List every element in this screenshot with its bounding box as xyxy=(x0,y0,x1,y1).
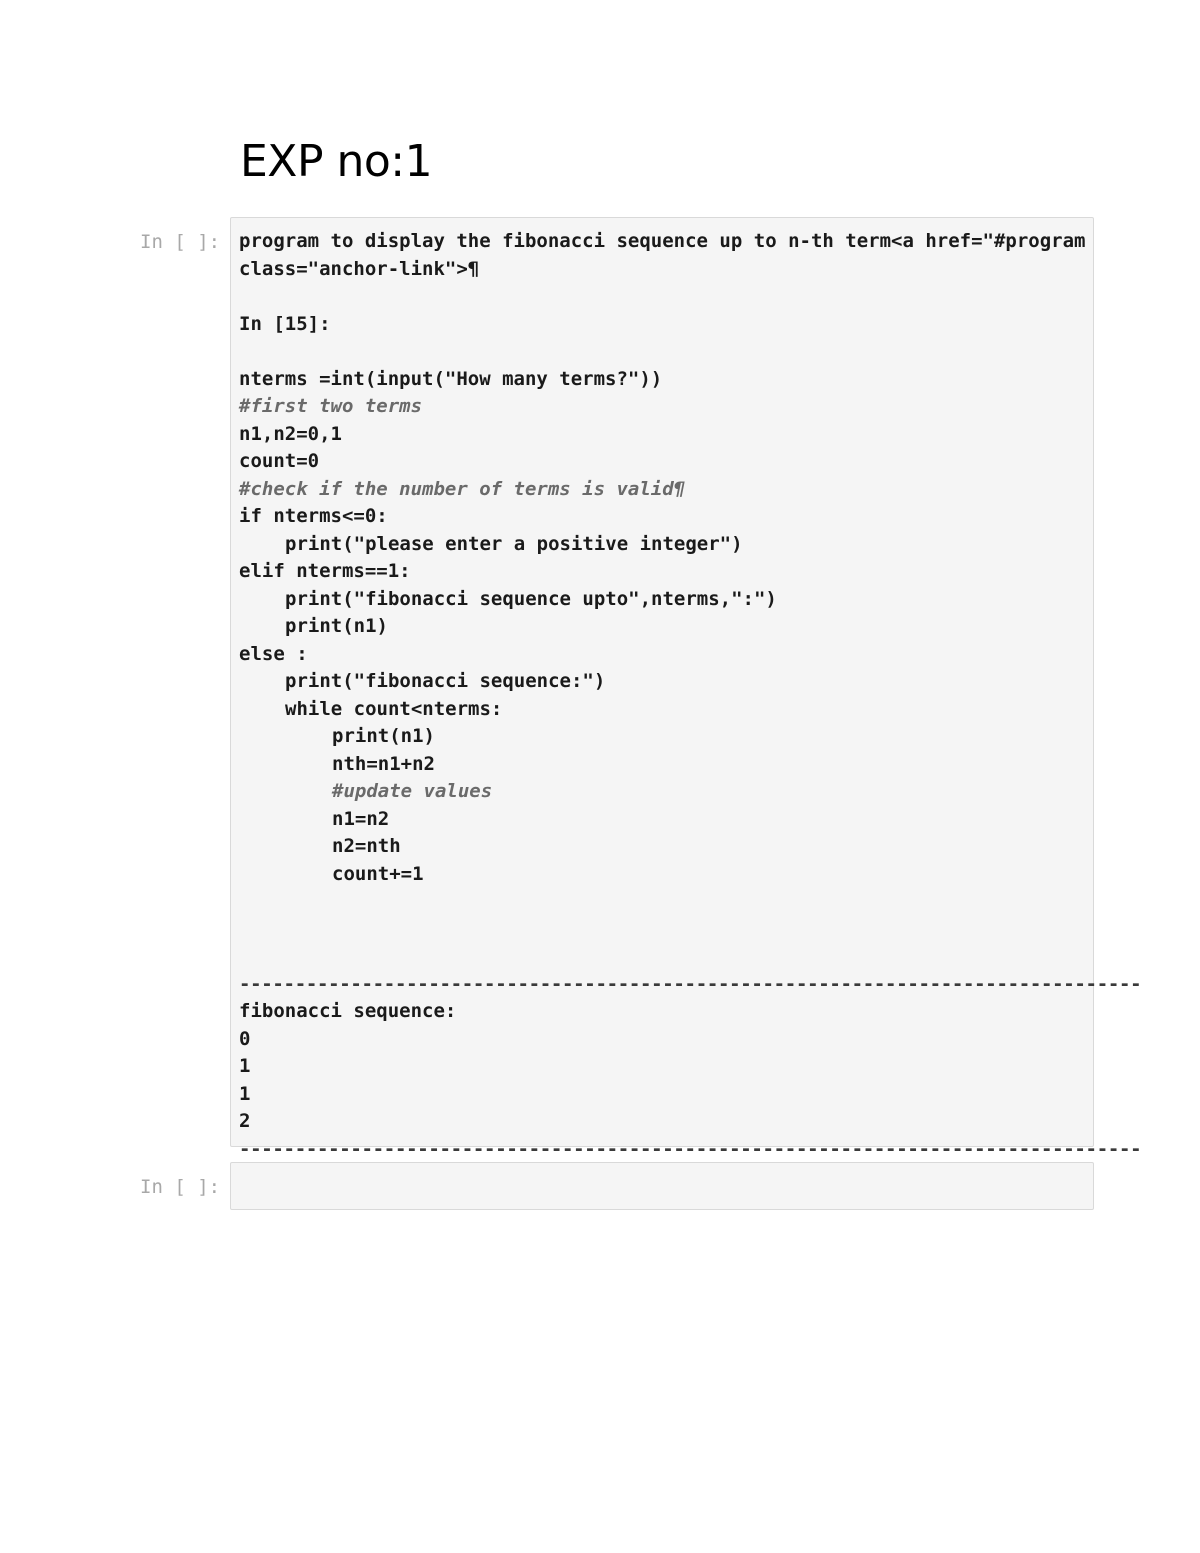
code-line: fibonacci sequence: xyxy=(239,1000,457,1022)
code-line: print("please enter a positive integer") xyxy=(285,532,743,555)
code-line: print("fibonacci sequence upto",nterms,":") xyxy=(285,587,777,610)
code-line: program to display the fibonacci sequence up to n-th term<a href="#program xyxy=(239,230,1086,252)
code-line: class="anchor-link">¶ xyxy=(239,257,480,280)
code-line: 0 xyxy=(239,1027,251,1050)
code-line: In [15]: xyxy=(239,312,331,335)
code-line: if nterms<=0: xyxy=(239,505,388,527)
code-line: elif nterms==1: xyxy=(239,560,411,582)
code-comment-line: #check if the number of terms is valid¶ xyxy=(239,477,686,500)
code-line: nth=n1+n2 xyxy=(332,752,435,775)
empty-code-cell[interactable] xyxy=(230,1162,1094,1210)
code-cell[interactable] xyxy=(230,217,1142,1160)
code-line: 1 xyxy=(239,1082,251,1105)
code-editor[interactable] xyxy=(239,228,1141,1163)
code-line: 1 xyxy=(239,1055,251,1077)
code-line: else : xyxy=(239,642,308,665)
code-line: 2 xyxy=(239,1110,251,1132)
blank-line xyxy=(239,943,1141,971)
cell-prompt: In [ ]: xyxy=(140,1176,221,1198)
notebook-heading: EXP no:1 xyxy=(240,136,433,187)
code-line: count=0 xyxy=(239,450,320,472)
code-line: print(n1) xyxy=(285,615,388,637)
blank-line xyxy=(239,283,1141,311)
output-separator: --------------------------------------------------------------------------------- xyxy=(239,972,1142,995)
code-line: print(n1) xyxy=(332,725,435,747)
blank-line xyxy=(239,338,1141,366)
code-line: while count<nterms: xyxy=(285,697,503,720)
code-line: n2=nth xyxy=(332,835,401,857)
code-line: count+=1 xyxy=(332,862,424,885)
code-line: n1=n2 xyxy=(332,807,390,830)
blank-line xyxy=(239,888,1141,916)
blank-line xyxy=(239,916,1141,944)
output-separator: --------------------------------------------------------------------------------- xyxy=(239,1137,1142,1160)
code-comment-line: #update values xyxy=(332,780,493,802)
code-comment-line: #first two terms xyxy=(239,395,423,417)
cell-prompt: In [ ]: xyxy=(140,231,221,253)
code-line: n1,n2=0,1 xyxy=(239,422,342,445)
code-line: print("fibonacci sequence:") xyxy=(285,670,606,692)
code-line: nterms =int(input("How many terms?")) xyxy=(239,367,663,390)
